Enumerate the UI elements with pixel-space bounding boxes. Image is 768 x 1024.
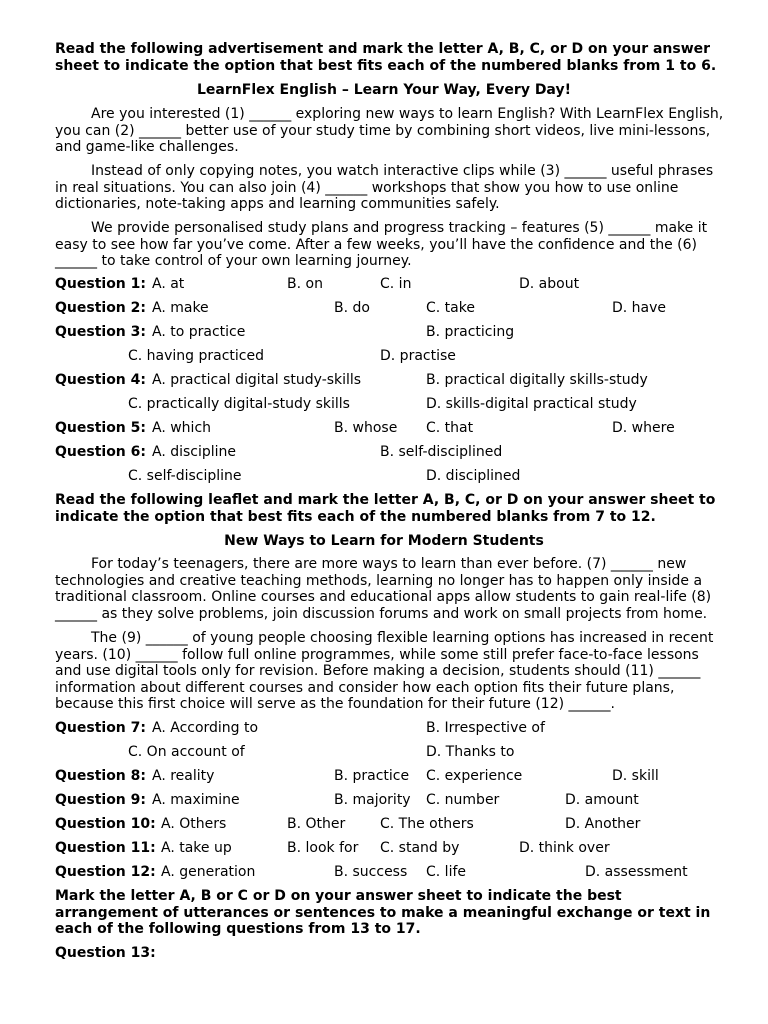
option-d: D. about [519, 276, 580, 292]
section1-paragraph-3: We provide personalised study plans and progress tracking – features (5) ______ make it easy to see how far you’ve come. After a few weeks, you’ll have the confidence and the (6) ______ to take control of your own learning journey. [55, 220, 708, 269]
question-label: Question 2: [55, 300, 146, 316]
question-10 [55, 815, 755, 833]
option-a: A. reality [152, 768, 215, 784]
option-d: D. Thanks to [426, 744, 515, 760]
option-a: A. to practice [152, 324, 246, 340]
question-6-continued [55, 467, 755, 485]
question-label: Question 13: [55, 945, 156, 961]
question-label: Question 3: [55, 324, 146, 340]
question-label: Question 4: [55, 372, 146, 388]
section1-paragraph-1: Are you interested (1) ______ exploring new ways to learn English? With LearnFlex English, you can (2) ______ better use of your study time by combining short videos, live mini-lessons, and game-like challenges. [55, 106, 724, 155]
section2-title: New Ways to Learn for Modern Students [224, 533, 544, 549]
option-c: C. experience [426, 768, 523, 784]
question-7 [55, 719, 755, 737]
option-a: A. According to [152, 720, 259, 736]
option-b: B. look for [287, 840, 359, 856]
question-5 [55, 419, 755, 437]
question-4 [55, 371, 755, 389]
section3-instruction: Mark the letter A, B or C or D on your answer sheet to indicate the best arrangement of utterances or sentences to make a meaningful exchange or text in each of the following questions from 13 to 17. [55, 888, 711, 937]
option-a: A. at [152, 276, 185, 292]
option-d: D. skills-digital practical study [426, 396, 637, 412]
section2-instruction: Read the following leaflet and mark the letter A, B, C, or D on your answer sheet to indicate the option that best fits each of the numbered blanks from 7 to 12. [55, 492, 716, 525]
option-a: A. which [152, 420, 212, 436]
question-3-continued [55, 347, 755, 365]
option-b: B. Irrespective of [426, 720, 545, 736]
question-9 [55, 791, 755, 809]
option-c: C. The others [380, 816, 474, 832]
option-a: A. generation [161, 864, 256, 880]
question-11 [55, 839, 755, 857]
question-label: Question 11: [55, 840, 156, 856]
question-label: Question 8: [55, 768, 146, 784]
option-c: C. practically digital-study skills [128, 396, 350, 412]
question-label: Question 7: [55, 720, 146, 736]
option-c: C. number [426, 792, 500, 808]
question-13 [55, 944, 755, 962]
option-c: C. take [426, 300, 475, 316]
option-a: A. practical digital study-skills [152, 372, 362, 388]
question-label: Question 9: [55, 792, 146, 808]
option-b: B. majority [334, 792, 411, 808]
question-8 [55, 767, 755, 785]
question-label: Question 1: [55, 276, 146, 292]
question-4-continued [55, 395, 755, 413]
option-a: A. Others [161, 816, 227, 832]
option-a: A. maximine [152, 792, 240, 808]
question-3 [55, 323, 755, 341]
option-b: B. do [334, 300, 370, 316]
question-2 [55, 299, 755, 317]
option-b: B. Other [287, 816, 346, 832]
option-c: C. life [426, 864, 466, 880]
option-d: D. practise [380, 348, 456, 364]
question-label: Question 5: [55, 420, 146, 436]
option-b: B. self-disciplined [380, 444, 503, 460]
option-b: B. practicing [426, 324, 515, 340]
question-label: Question 12: [55, 864, 156, 880]
section2-paragraph-2: The (9) ______ of young people choosing flexible learning options has increased in recent years. (10) ______ follow full online programmes, while some still prefer face-to-face lessons and use digital tools only for revision. Before making a decision, students should (11) ______ information about different courses and consider how each option fits their future plans, because this first choice will serve as the foundation for their future (12) ______. [55, 630, 714, 712]
option-b: B. on [287, 276, 323, 292]
question-label: Question 10: [55, 816, 156, 832]
option-b: B. practical digitally skills-study [426, 372, 648, 388]
option-d: D. skill [612, 768, 659, 784]
option-d: D. think over [519, 840, 610, 856]
option-b: B. practice [334, 768, 410, 784]
option-a: A. discipline [152, 444, 237, 460]
option-a: A. take up [161, 840, 232, 856]
question-6 [55, 443, 755, 461]
option-c: C. having practiced [128, 348, 265, 364]
option-c: C. in [380, 276, 412, 292]
section2-paragraph-1: For today’s teenagers, there are more ways to learn than ever before. (7) ______ new technologies and creative teaching methods, learning no longer has to happen only inside a traditional classroom. Online courses and educational apps allow students to gain real-life (8) ______ as they solve problems, join discussion forums and work on small projects from home. [55, 556, 712, 622]
section1-paragraph-2: Instead of only copying notes, you watch interactive clips while (3) ______ useful phrases in real situations. You can also join (4) ______ workshops that show you how to use online dictionaries, note-taking apps and learning communities safely. [55, 163, 714, 212]
option-d: D. disciplined [426, 468, 521, 484]
option-d: D. amount [565, 792, 639, 808]
section1-instruction: Read the following advertisement and mark the letter A, B, C, or D on your answer sheet to indicate the option that best fits each of the numbered blanks from 1 to 6. [55, 41, 717, 74]
option-c: C. that [426, 420, 474, 436]
option-c: C. stand by [380, 840, 460, 856]
section1-title: LearnFlex English – Learn Your Way, Every Day! [197, 82, 571, 98]
option-d: D. have [612, 300, 667, 316]
question-12 [55, 863, 755, 881]
option-d: D. where [612, 420, 675, 436]
question-1 [55, 275, 755, 293]
option-b: B. whose [334, 420, 398, 436]
option-d: D. Another [565, 816, 641, 832]
question-7-continued [55, 743, 755, 761]
option-c: C. On account of [128, 744, 245, 760]
option-c: C. self-discipline [128, 468, 242, 484]
option-a: A. make [152, 300, 209, 316]
option-d: D. assessment [585, 864, 688, 880]
question-label: Question 6: [55, 444, 146, 460]
option-b: B. success [334, 864, 408, 880]
